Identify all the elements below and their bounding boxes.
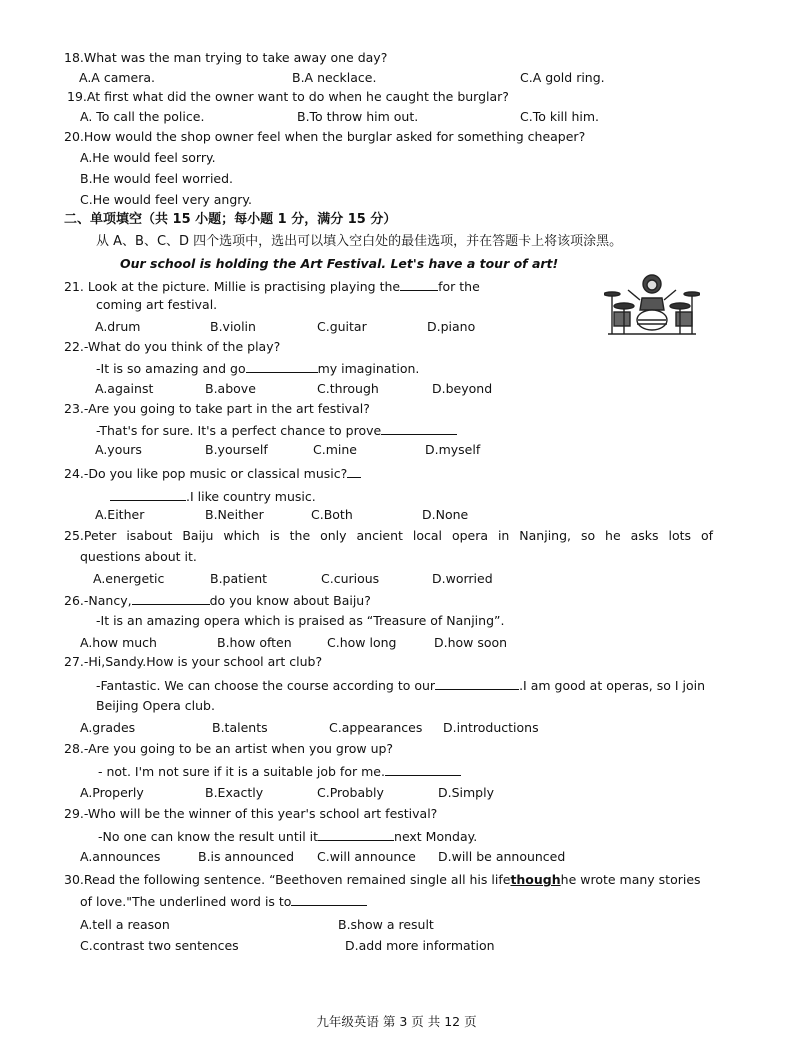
q28-option-d: D.Simply <box>438 785 494 800</box>
q21-text-a: 21. Look at the picture. Millie is practising playing the <box>64 279 401 294</box>
q28-option-b: B.Exactly <box>205 785 264 800</box>
q27-line3: Beijing Opera club. <box>96 698 215 713</box>
section-instruction: 从 A、B、C、D 四个选项中，选出可以填入空白处的最佳选项，并在答题卡上将该项涂黑。 <box>96 234 623 249</box>
q29-option-b: B.is announced <box>198 849 295 864</box>
q23-blank <box>381 422 457 435</box>
q22-option-d: D.beyond <box>432 381 493 396</box>
q22-option-b: B.above <box>205 381 256 396</box>
q28-option-a: A.Properly <box>80 785 144 800</box>
q21-option-c: C.guitar <box>317 319 367 334</box>
q26-option-c: C.how long <box>327 635 397 650</box>
q23-line2 <box>96 422 457 439</box>
q30-underlined-word: though <box>510 872 561 887</box>
q30-option-d: D.add more information <box>345 938 495 953</box>
q22-text-a: -It is so amazing and go <box>96 361 246 376</box>
q21-blank <box>400 278 438 291</box>
q29-blank <box>318 828 394 841</box>
q19-option-a: A. To call the police. <box>80 109 205 124</box>
q25-option-d: D.worried <box>432 571 493 586</box>
q24-option-b: B.Neither <box>205 507 264 522</box>
q30-option-a: A.tell a reason <box>80 917 170 932</box>
q20-option-b: B.He would feel worried. <box>80 171 234 186</box>
q27-option-c: C.appearances <box>329 720 423 735</box>
q26-option-d: D.how soon <box>434 635 508 650</box>
q30-blank <box>291 893 367 906</box>
q18-stem: 18.What was the man trying to take away one day? <box>64 50 388 65</box>
q29-option-a: A.announces <box>80 849 161 864</box>
q26-blank <box>132 592 210 605</box>
q23-text: -That's for sure. It's a perfect chance to prove <box>96 423 382 438</box>
q20-option-c: C.He would feel very angry. <box>80 192 253 207</box>
q27-text-b: .I am good at operas, so I join <box>519 678 706 693</box>
section-intro: Our school is holding the Art Festival. Let's have a tour of art! <box>120 256 559 271</box>
q18-option-b: B.A necklace. <box>292 70 377 85</box>
page-footer: 九年级英语 第 3 页 共 12 页 <box>316 1014 477 1029</box>
q25-line1: 25.Peter isabout Baiju which is the only ancient local opera in Nanjing, so he asks lots of <box>64 528 713 543</box>
section-title: 二、单项填空（共 15 小题；每小题 1 分，满分 15 分） <box>64 212 397 227</box>
q28-blank <box>385 763 461 776</box>
q22-stem: 22.-What do you think of the play? <box>64 339 281 354</box>
q21-text-b: for the <box>438 279 480 294</box>
q21-line1 <box>64 278 480 295</box>
q24-text-2: .I like country music. <box>186 489 316 504</box>
q25-option-a: A.energetic <box>93 571 165 586</box>
q24-stem <box>64 465 361 482</box>
q23-option-d: D.myself <box>425 442 481 457</box>
q19-option-c: C.To kill him. <box>520 109 600 124</box>
q30-option-b: B.show a result <box>338 917 434 932</box>
q22-option-c: C.through <box>317 381 379 396</box>
q27-blank <box>435 677 519 690</box>
q24-blank <box>110 488 186 501</box>
q27-line2 <box>96 677 705 694</box>
q24-trailing-blank <box>347 465 361 478</box>
q30-text-a: 30.Read the following sentence. “Beethoven remained single all his life <box>64 872 511 887</box>
q27-text-a: -Fantastic. We can choose the course according to our <box>96 678 436 693</box>
q25-option-b: B.patient <box>210 571 268 586</box>
q27-option-a: A.grades <box>80 720 136 735</box>
q26-option-a: A.how much <box>80 635 157 650</box>
q28-line2 <box>98 763 461 780</box>
q26-text-a: 26.-Nancy, <box>64 593 132 608</box>
q29-stem: 29.-Who will be the winner of this year's school art festival? <box>64 806 438 821</box>
q24-option-c: C.Both <box>311 507 353 522</box>
q29-option-c: C.will announce <box>317 849 416 864</box>
q22-text-b: my imagination. <box>317 361 420 376</box>
q21-option-d: D.piano <box>427 319 476 334</box>
q20-stem: 20.How would the shop owner feel when the burglar asked for something cheaper? <box>64 129 586 144</box>
q29-option-d: D.will be announced <box>438 849 566 864</box>
q29-line2 <box>98 828 477 845</box>
q22-option-a: A.against <box>95 381 154 396</box>
q30-option-c: C.contrast two sentences <box>80 938 239 953</box>
q27-option-d: D.introductions <box>443 720 539 735</box>
q23-option-a: A.yours <box>95 442 142 457</box>
q30-line1 <box>64 872 701 888</box>
q22-blank <box>246 360 318 373</box>
q23-option-b: B.yourself <box>205 442 268 457</box>
q29-text-a: -No one can know the result until it <box>98 829 319 844</box>
q26-option-b: B.how often <box>217 635 292 650</box>
q30-text-2: of love."The underlined word is to <box>80 894 292 909</box>
q19-option-b: B.To throw him out. <box>297 109 419 124</box>
q18-option-a: A.A camera. <box>79 70 156 85</box>
q26-stem <box>64 592 371 609</box>
q23-option-c: C.mine <box>313 442 357 457</box>
drummer-picture <box>604 268 700 336</box>
q21-option-b: B.violin <box>210 319 256 334</box>
q24-option-a: A.Either <box>95 507 145 522</box>
q21-option-a: A.drum <box>95 319 141 334</box>
q26-text-b: do you know about Baiju? <box>209 593 371 608</box>
q29-text-b: next Monday. <box>394 829 478 844</box>
q26-line2: -It is an amazing opera which is praised as “Treasure of Nanjing”. <box>96 613 505 628</box>
q20-option-a: A.He would feel sorry. <box>80 150 216 165</box>
q22-line2 <box>96 360 419 377</box>
q24-option-d: D.None <box>422 507 469 522</box>
q28-stem: 28.-Are you going to be an artist when you grow up? <box>64 741 394 756</box>
q24-line2 <box>110 488 316 505</box>
q30-line2 <box>80 893 367 910</box>
q21-line2: coming art festival. <box>96 297 218 312</box>
q27-stem: 27.-Hi,Sandy.How is your school art club? <box>64 654 323 669</box>
q24-text: 24.-Do you like pop music or classical music? <box>64 466 348 481</box>
q27-option-b: B.talents <box>212 720 268 735</box>
q23-stem: 23.-Are you going to take part in the art festival? <box>64 401 370 416</box>
q30-text-b: he wrote many stories <box>560 872 701 887</box>
q28-option-c: C.Probably <box>317 785 384 800</box>
q25-line2: questions about it. <box>80 549 197 564</box>
q18-option-c: C.A gold ring. <box>520 70 605 85</box>
q25-option-c: C.curious <box>321 571 380 586</box>
q28-text: - not. I'm not sure if it is a suitable job for me. <box>98 764 385 779</box>
q19-stem: 19.At first what did the owner want to do when he caught the burglar? <box>67 89 509 104</box>
